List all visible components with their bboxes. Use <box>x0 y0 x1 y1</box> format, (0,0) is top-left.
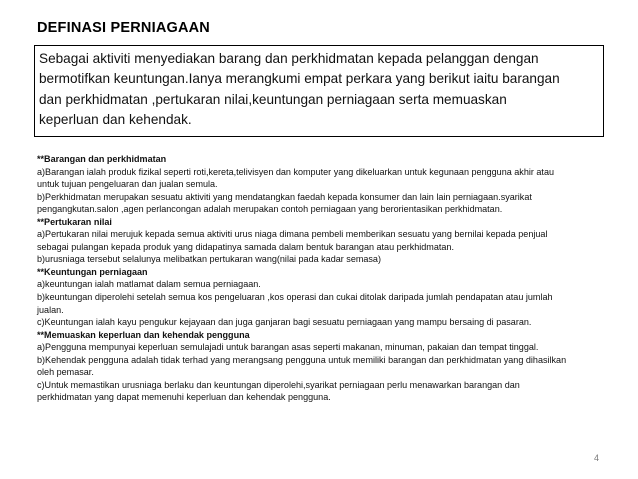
section-heading: **Keuntungan perniagaan <box>37 266 148 277</box>
body-line: b)urusniaga tersebut selalunya melibatkan pertukaran wang(nilai pada kadar semasa) <box>37 254 381 265</box>
section-heading: **Barangan dan perkhidmatan <box>37 154 167 164</box>
body-line: b)Kehendak pengguna adalah tidak terhad yang merangsang pengguna untuk memiliki barangan dan perkhidmatan yang dihasilkan <box>37 354 567 365</box>
body-line: a)keuntungan ialah matlamat dalam semua perniagaan. <box>37 279 261 290</box>
body-line: pengangkutan.salon ,agen perlancongan adalah merupakan contoh perniagaan yang berorientasikan perkhidmatan. <box>37 204 503 215</box>
body-text <box>37 153 612 404</box>
definition-line: bermotifkan keuntungan.Ianya merangkumi empat perkara yang berikut iaitu barangan <box>39 71 560 87</box>
body-line: sebagai pulangan kepada produk yang didapatinya samada dalam bentuk barangan atau perkhidmatan. <box>37 241 454 252</box>
body-line: a)Pertukaran nilai merujuk kepada semua aktiviti urus niaga dimana pembeli memberikan sesuatu yang bernilai kepada penjual <box>37 229 548 240</box>
section-heading: **Memuaskan keperluan dan kehendak pengguna <box>37 329 250 340</box>
body-line: c)Untuk memastikan urusniaga berlaku dan keuntungan diperolehi,syarikat perniagaan perlu menawarkan barangan dan <box>37 379 520 390</box>
definition-box <box>34 45 604 137</box>
body-line: oleh pemasar. <box>37 367 94 378</box>
body-line: c)Keuntungan ialah kayu pengukur kejayaan dan juga ganjaran bagi sesuatu perniagaan yang mampu bersaing di pasaran. <box>37 317 532 328</box>
definition-line: Sebagai aktiviti menyediakan barang dan perkhidmatan kepada pelanggan dengan <box>39 51 539 66</box>
body-line: a)Barangan ialah produk fizikal seperti roti,kereta,telivisyen dan komputer yang dikeluarkan untuk kegunaan pengguna akhir atau <box>37 166 555 177</box>
body-line: jualan. <box>37 304 64 315</box>
body-line: b)Perkhidmatan merupakan sesuatu aktiviti yang mendatangkan faedah kepada konsumer dan lain lain perniagaan.syarikat <box>37 191 532 202</box>
page-title: DEFINASI PERNIAGAAN <box>37 20 210 36</box>
page-number: 4 <box>594 453 600 463</box>
definition-line: keperluan dan kehendak. <box>39 111 192 127</box>
body-line: untuk tujuan pengeluaran dan jualan semula. <box>37 179 218 190</box>
section-heading: **Pertukaran nilai <box>37 216 112 227</box>
body-line: a)Pengguna mempunyai keperluan semulajadi untuk barangan asas seperti makanan, minuman, pakaian dan tempat tinggal. <box>37 342 539 353</box>
body-line: b)keuntungan diperolehi setelah semua kos pengeluaran ,kos operasi dan cukai ditolak daripada jumlah pendapatan atau jumlah <box>37 292 553 303</box>
body-line: perkhidmatan yang dapat memenuhi keperluan dan kehendak pengguna. <box>37 392 331 403</box>
definition-line: dan perkhidmatan ,pertukaran nilai,keuntungan perniagaan serta memuaskan <box>39 91 507 107</box>
